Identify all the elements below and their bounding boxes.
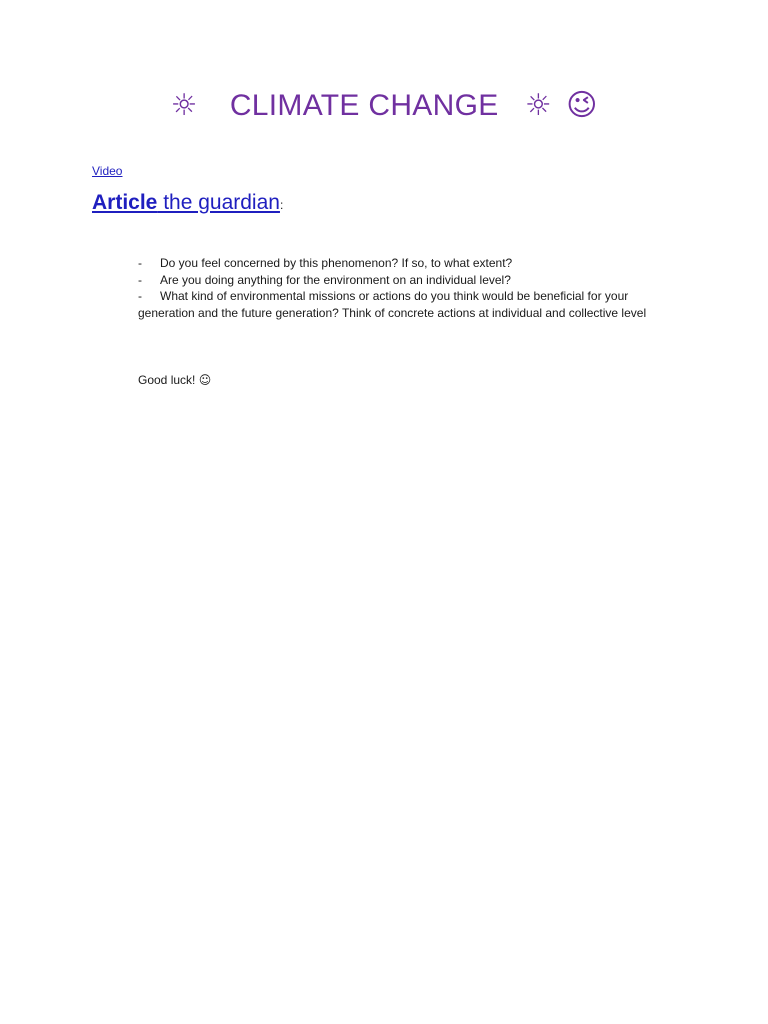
- sun-icon: ☼: [170, 88, 198, 123]
- question-text: What kind of environmental missions or actions do you think would be beneficial for your generation and the future generation? Think of concrete actions at individual and collective level: [138, 289, 647, 320]
- title-row: [0, 84, 768, 128]
- closing-line: [138, 373, 211, 387]
- list-item: [138, 272, 688, 289]
- question-text: Do you feel concerned by this phenomenon? If so, to what extent?: [160, 256, 513, 270]
- page-title: CLIMATE CHANGE: [229, 89, 499, 122]
- article-link-source: the guardian: [157, 191, 280, 214]
- article-colon: :: [279, 198, 284, 212]
- question-text: Are you doing anything for the environment on an individual level?: [160, 272, 511, 287]
- sun-icon: ☼: [524, 88, 552, 123]
- list-item: [138, 255, 688, 272]
- wink-smiley-icon: 😉: [566, 88, 598, 123]
- article-row: [92, 191, 283, 215]
- list-item: [138, 288, 688, 321]
- article-link-bold: Article: [92, 191, 158, 214]
- list-dash: -: [138, 272, 142, 287]
- question-list: [138, 255, 688, 321]
- closing-text: Good luck!: [138, 373, 199, 387]
- smiley-icon: ☺: [198, 373, 212, 387]
- article-link[interactable]: [92, 191, 280, 214]
- video-link[interactable]: [92, 164, 140, 178]
- list-dash: -: [138, 289, 142, 303]
- video-link-label: Video: [92, 164, 123, 178]
- list-dash: -: [138, 256, 142, 270]
